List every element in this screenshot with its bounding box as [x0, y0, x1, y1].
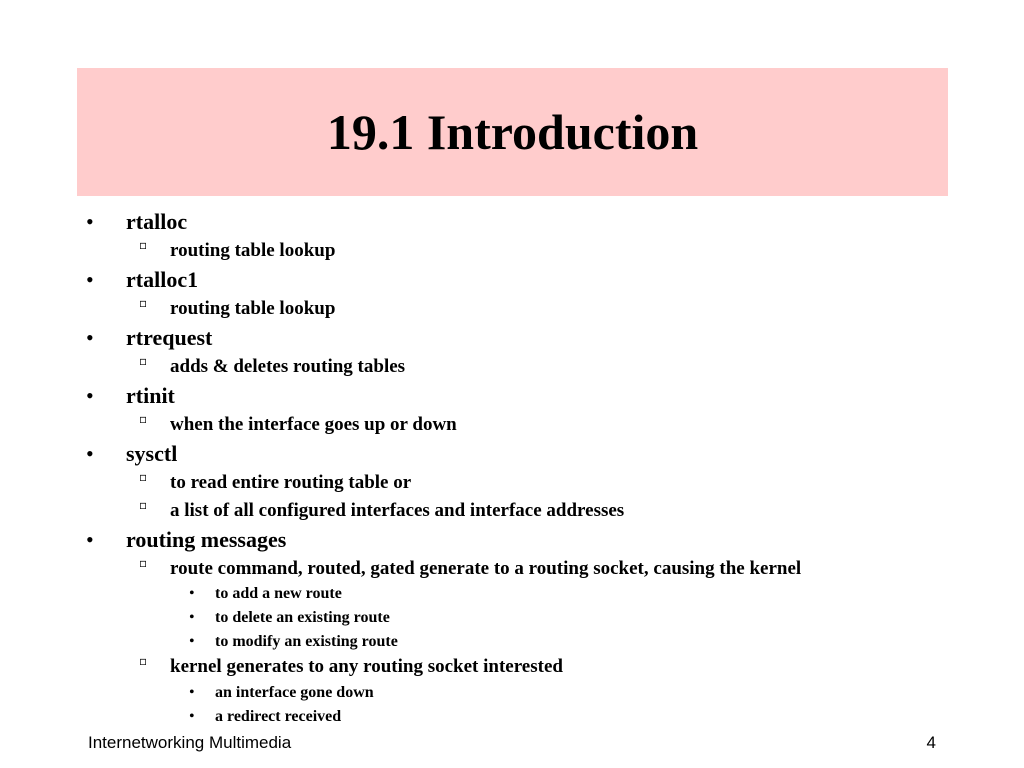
bullet-icon: • [86, 325, 94, 350]
square-bullet-icon: ▫ [139, 296, 148, 310]
square-bullet-icon: ▫ [139, 470, 148, 484]
bullet-text: routing messages [126, 527, 287, 552]
list-item [86, 209, 188, 235]
bullet-icon: • [189, 585, 195, 602]
bullet-icon: • [189, 684, 195, 701]
bullet-icon: • [86, 267, 94, 292]
bullet-text: rtalloc1 [126, 267, 199, 292]
bullet-icon: • [86, 527, 94, 552]
sub-bullet-text: when the interface goes up or down [170, 414, 457, 435]
list-item [189, 609, 390, 627]
sub-sub-bullet-text: to add a new route [215, 585, 342, 602]
bullet-text: sysctl [126, 441, 178, 466]
sub-bullet-text: to read entire routing table or [170, 472, 412, 493]
bullet-text: rtalloc [126, 209, 188, 234]
square-bullet-icon: ▫ [139, 412, 148, 426]
list-item [139, 354, 406, 378]
list-item [139, 412, 457, 436]
list-item [189, 633, 398, 651]
bullet-text: rtinit [126, 383, 175, 408]
list-item [86, 325, 213, 351]
sub-sub-bullet-text: a redirect received [215, 708, 342, 725]
title-band [77, 68, 948, 196]
slide-title: 19.1 Introduction [326, 104, 699, 160]
list-item [86, 383, 175, 409]
list-item [189, 684, 374, 702]
bullet-icon: • [86, 441, 94, 466]
bullet-icon: • [189, 609, 195, 626]
list-item [139, 470, 412, 494]
list-item [86, 267, 199, 293]
bullet-text: rtrequest [126, 325, 213, 350]
square-bullet-icon: ▫ [139, 354, 148, 368]
page-number: 4 [926, 733, 936, 752]
sub-bullet-text: route command, routed, gated generate to a routing socket, causing the kernel [170, 558, 802, 579]
list-item [139, 296, 336, 320]
sub-bullet-text: routing table lookup [170, 240, 336, 261]
sub-bullet-text: adds & deletes routing tables [170, 356, 406, 377]
list-item [86, 527, 287, 553]
square-bullet-icon: ▫ [139, 498, 148, 512]
list-item [189, 585, 342, 603]
bullet-icon: • [189, 708, 195, 725]
bullet-icon: • [86, 383, 94, 408]
sub-sub-bullet-text: an interface gone down [215, 684, 374, 701]
list-item [139, 238, 336, 262]
footer-title: Internetworking Multimedia [88, 733, 292, 752]
square-bullet-icon: ▫ [139, 556, 148, 570]
sub-bullet-text: a list of all configured interfaces and interface addresses [170, 500, 625, 521]
list-item [86, 441, 178, 467]
list-item [189, 708, 342, 726]
sub-sub-bullet-text: to modify an existing route [215, 633, 398, 650]
list-item [139, 498, 625, 522]
list-item [139, 556, 802, 580]
sub-sub-bullet-text: to delete an existing route [215, 609, 390, 626]
square-bullet-icon: ▫ [139, 238, 148, 252]
bullet-icon: • [86, 209, 94, 234]
sub-bullet-text: kernel generates to any routing socket interested [170, 656, 563, 677]
square-bullet-icon: ▫ [139, 654, 148, 668]
sub-bullet-text: routing table lookup [170, 298, 336, 319]
bullet-icon: • [189, 633, 195, 650]
list-item [139, 654, 563, 678]
